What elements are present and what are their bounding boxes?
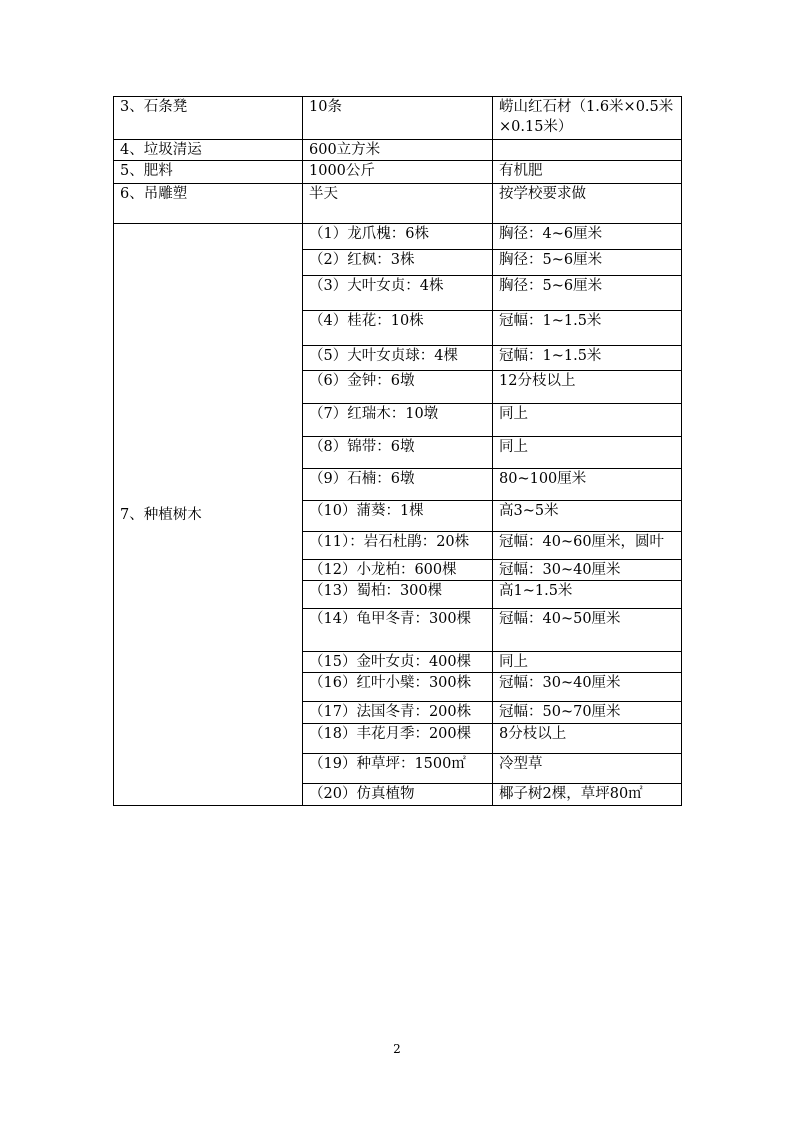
table-row	[114, 224, 682, 250]
tree-spec-cell: 冠幅：40~50厘米	[493, 609, 682, 652]
table-row	[114, 184, 682, 224]
quantity-cell: 600立方米	[303, 140, 493, 161]
tree-name-cell: （12）小龙柏：600棵	[303, 560, 493, 581]
tree-name-cell: （16）红叶小檗：300株	[303, 673, 493, 702]
tree-spec-cell: 同上	[493, 437, 682, 469]
tree-spec-cell: 冠幅：40~60厘米，圆叶	[493, 532, 682, 560]
tree-spec-cell: 冠幅：30~40厘米	[493, 673, 682, 702]
note-cell: 有机肥	[493, 161, 682, 184]
tree-spec-cell: 冠幅：50~70厘米	[493, 702, 682, 724]
tree-spec-cell: 胸径：5~6厘米	[493, 276, 682, 311]
tree-spec-cell: 冠幅：1~1.5米	[493, 346, 682, 371]
tree-name-cell: （8）锦带：6墩	[303, 437, 493, 469]
tree-name-cell: （11）：岩石杜鹃：20株	[303, 532, 493, 560]
item-cell: 3、石条凳	[114, 97, 303, 140]
tree-spec-cell: 冠幅：30~40厘米	[493, 560, 682, 581]
tree-name-cell: （15）金叶女贞：400棵	[303, 652, 493, 673]
tree-name-cell: （4）桂花：10株	[303, 311, 493, 346]
note-cell: 按学校要求做	[493, 184, 682, 224]
tree-name-cell: （9）石楠：6墩	[303, 469, 493, 501]
table-row	[114, 97, 682, 140]
tree-planting-label: 7、种植树木	[114, 224, 303, 806]
tree-name-cell: （1）龙爪槐：6株	[303, 224, 493, 250]
materials-table	[113, 96, 682, 806]
tree-name-cell: （3）大叶女贞：4株	[303, 276, 493, 311]
tree-spec-cell: 胸径：4~6厘米	[493, 224, 682, 250]
tree-spec-cell: 高1~1.5米	[493, 581, 682, 609]
tree-name-cell: （5）大叶女贞球：4棵	[303, 346, 493, 371]
tree-spec-cell: 12分枝以上	[493, 371, 682, 404]
tree-name-cell: （13）蜀柏：300棵	[303, 581, 493, 609]
tree-name-cell: （7）红瑞木：10墩	[303, 404, 493, 437]
tree-name-cell: （6）金钟：6墩	[303, 371, 493, 404]
tree-spec-cell: 80~100厘米	[493, 469, 682, 501]
tree-name-cell: （19）种草坪：1500㎡	[303, 754, 493, 784]
tree-name-cell: （2）红枫：3株	[303, 250, 493, 276]
note-cell: 崂山红石材（1.6米×0.5米×0.15米）	[493, 97, 682, 140]
table-row	[114, 140, 682, 161]
tree-spec-cell: 同上	[493, 652, 682, 673]
tree-spec-cell: 8分枝以上	[493, 724, 682, 754]
tree-name-cell: （18）丰花月季：200棵	[303, 724, 493, 754]
tree-spec-cell: 冠幅：1~1.5米	[493, 311, 682, 346]
item-cell: 6、吊雕塑	[114, 184, 303, 224]
tree-spec-cell: 同上	[493, 404, 682, 437]
tree-spec-cell: 冷型草	[493, 754, 682, 784]
tree-name-cell: （20）仿真植物	[303, 784, 493, 806]
tree-name-cell: （14）龟甲冬青：300棵	[303, 609, 493, 652]
note-cell	[493, 140, 682, 161]
quantity-cell: 10条	[303, 97, 493, 140]
page-number: 2	[393, 1042, 401, 1056]
tree-spec-cell: 高3~5米	[493, 501, 682, 532]
table-row	[114, 161, 682, 184]
quantity-cell: 半天	[303, 184, 493, 224]
item-cell: 4、垃圾清运	[114, 140, 303, 161]
item-cell: 5、肥料	[114, 161, 303, 184]
tree-spec-cell: 胸径：5~6厘米	[493, 250, 682, 276]
tree-name-cell: （17）法国冬青：200株	[303, 702, 493, 724]
tree-spec-cell: 椰子树2棵，草坪80㎡	[493, 784, 682, 806]
quantity-cell: 1000公斤	[303, 161, 493, 184]
tree-name-cell: （10）蒲葵：1棵	[303, 501, 493, 532]
